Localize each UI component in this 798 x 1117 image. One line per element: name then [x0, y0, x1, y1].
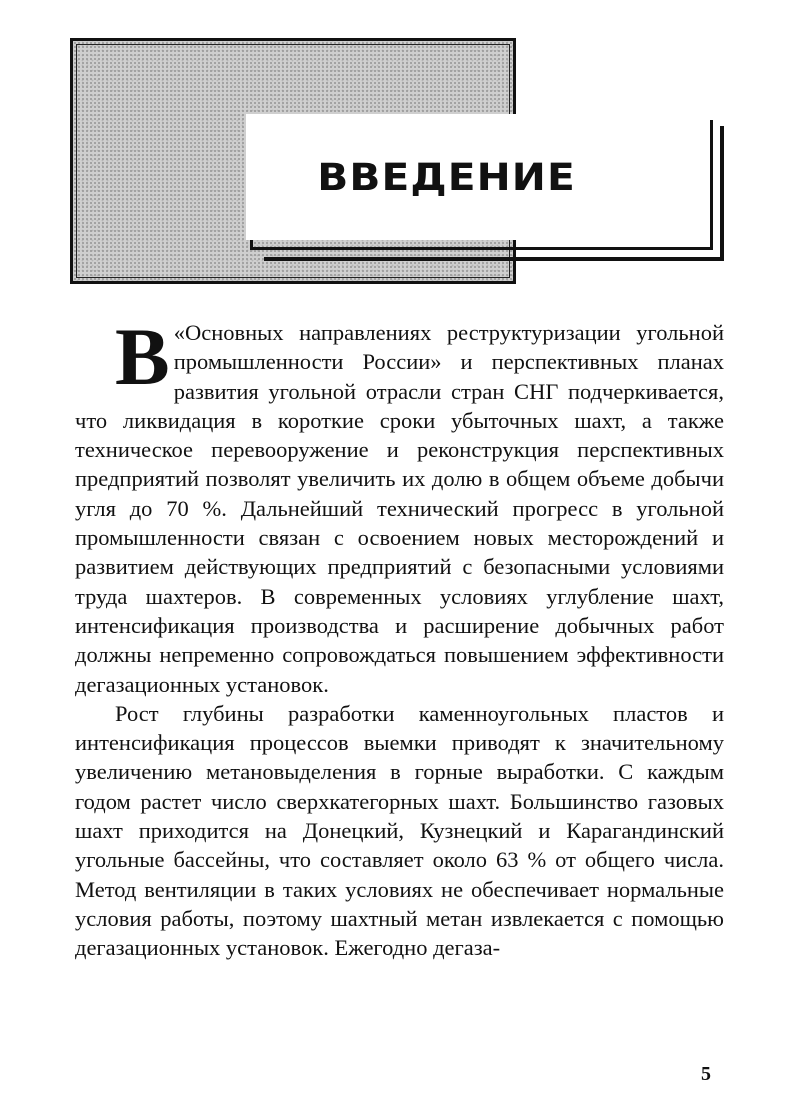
paragraph-intro [75, 311, 724, 699]
page-title: ВВЕДЕНИЕ [317, 155, 577, 199]
frame-line-horizontal-outer [264, 257, 724, 261]
paragraph-second [75, 699, 724, 963]
title-panel [246, 114, 708, 240]
page-number: 5 [701, 1063, 711, 1085]
paragraph-1-text: «Основных направлениях реструктуризации угольной промышленности России» и перспективных планах развития угольной отрасли стран СНГ подчеркивается, что ликвидация в короткие сроки убыточных шахт, а также техническое перевооружение и реконструкция перспективных предприятий позволят увеличить их долю в общем объеме добычи угля до 70 %. Дальнейший технический прогресс в угольной промышленности связан с освоением новых месторождений и развитием действующих предприятий с безопасными условиями труда шахтеров. В современных условиях углубление шахт, интенсификация производства и расширение добычных работ должны непременно сопровождаться повышением эффективности дегазационных установок. [75, 320, 724, 697]
paragraph-2-text: Рост глубины разработки каменноугольных пластов и интенсификация процессов выемки приводят к значительному увеличению метановыделения в горные выработки. С каждым годом растет число сверхкатегорных шахт. Большинство газовых шахт приходится на Донецкий, Кузнецкий и Карагандинский угольные бассейны, что составляет около 63 % от общего числа. Метод вентиляции в таких условиях не обеспечивает нормальные условия работы, поэтому шахтный метан извлекается с помощью дегазационных установок. Ежегодно дегаза- [75, 700, 724, 961]
frame-line-vertical-outer [720, 126, 724, 260]
body-text [75, 311, 724, 963]
drop-cap: В [115, 311, 170, 402]
frame-line-horizontal-inner [250, 247, 713, 250]
frame-line-vertical-inner [710, 120, 713, 250]
